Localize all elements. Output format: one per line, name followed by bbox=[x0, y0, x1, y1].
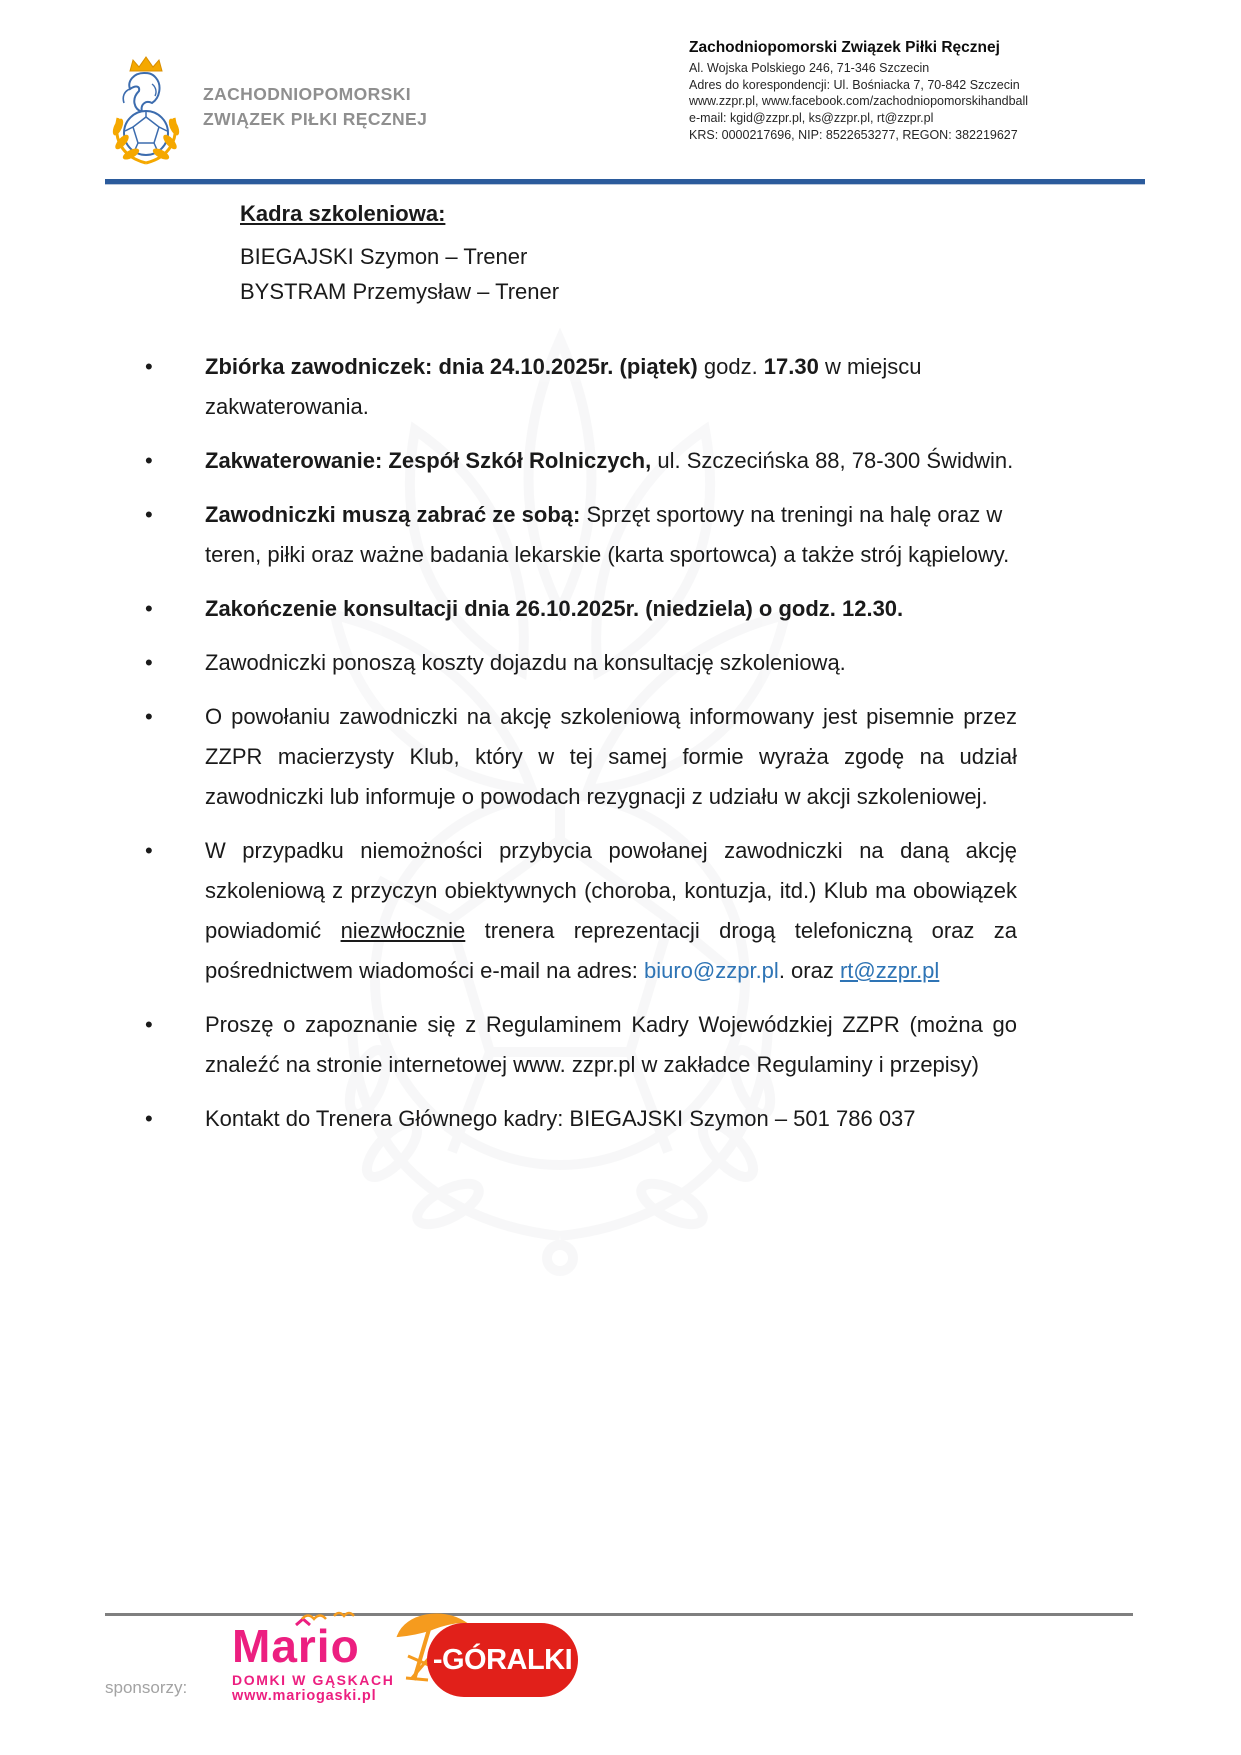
bullet-regular-text: godz. bbox=[697, 354, 764, 379]
org-web-line: www.zzpr.pl, www.facebook.com/zachodniopomorskihandball bbox=[689, 94, 1029, 109]
bullet-item-zbiorka bbox=[145, 347, 1017, 427]
org-contact-info bbox=[689, 40, 1147, 166]
info-bullet-list bbox=[145, 347, 1017, 1153]
bullet-marker: • bbox=[145, 838, 153, 863]
goralki-wordmark: -GÓRALKI bbox=[432, 1643, 573, 1676]
bullet-item-koszty bbox=[145, 643, 1017, 683]
bullet-text bbox=[205, 347, 1017, 427]
mario-tagline: DOMKI W GĄSKACH bbox=[232, 1672, 395, 1688]
bullet-item-powolanie bbox=[145, 697, 1017, 817]
bullet-regular-text: Sprzęt sportowy na treningi na halę oraz w teren, piłki oraz ważne badania lekarskie (karta sportowca) a także strój kąpielowy. bbox=[205, 502, 1010, 567]
bullet-bold-text: 17.30 bbox=[763, 354, 819, 379]
bullet-marker: • bbox=[145, 448, 153, 473]
email-link-rt[interactable]: rt@zzpr.pl bbox=[839, 958, 940, 983]
bullet-marker: • bbox=[145, 502, 153, 527]
bullet-marker: • bbox=[145, 354, 153, 379]
bullet-marker: • bbox=[145, 596, 153, 621]
bullet-item-sprzet bbox=[145, 495, 1017, 575]
zzpr-logo-icon bbox=[105, 54, 187, 166]
bullet-bold-text: Zakwaterowanie: Zespół Szkół Rolniczych, bbox=[205, 448, 652, 473]
bullet-item-zakonczenie bbox=[145, 589, 1017, 629]
bullet-regular-text: W przypadku niemożności przybycia powołanej zawodniczki na daną akcję szkoleniową z przyczyn obiektywnych (choroba, kontuzja, itd.) Klub ma obowiązek powiadomić bbox=[205, 838, 1017, 943]
bullet-marker: • bbox=[145, 1106, 153, 1131]
bullet-text bbox=[205, 831, 1017, 991]
bullet-regular-text: trenera reprezentacji drogą telefoniczną oraz za pośrednictwem wiadomości e-mail na adres: bbox=[205, 918, 1018, 983]
header-divider bbox=[105, 179, 1145, 185]
bullet-regular-text: Zawodniczki ponoszą koszty dojazdu na konsultację szkoleniową. bbox=[205, 650, 846, 675]
bullet-text bbox=[205, 643, 1017, 683]
kadra-section bbox=[240, 199, 559, 309]
bullet-bold-text: Zbiórka zawodniczek: dnia 24.10.2025r. (piątek) bbox=[205, 354, 698, 379]
bullet-bold-text: Zawodniczki muszą zabrać ze sobą: bbox=[205, 502, 581, 527]
bullet-regular-text: . oraz bbox=[778, 958, 840, 983]
bullet-item-regulamin bbox=[145, 1005, 1017, 1085]
bullet-underlined-text: niezwłocznie bbox=[340, 918, 466, 943]
bullet-regular-text: ul. Szczecińska 88, 78-300 Świdwin. bbox=[651, 448, 1014, 473]
coach-line: BIEGAJSKI Szymon – Trener bbox=[240, 244, 528, 269]
birds-icon bbox=[300, 1608, 356, 1622]
bullet-item-zakwaterowanie bbox=[145, 441, 1017, 481]
org-name: Zachodniopomorski Związek Piłki Ręcznej bbox=[689, 39, 1000, 56]
bullet-regular-text: Proszę o zapoznanie się z Regulaminem Kadry Wojewódzkiej ZZPR (można go znaleźć na stronie internetowej www. zzpr.pl w zakładce Regulaminy i przepisy) bbox=[205, 1012, 1017, 1077]
bullet-bold-text: Zakończenie konsultacji dnia 26.10.2025r. (niedziela) o godz. 12.30. bbox=[205, 596, 904, 621]
sponsors-label: sponsorzy: bbox=[105, 1678, 188, 1697]
bullet-marker: • bbox=[145, 650, 153, 675]
org-email-line: e-mail: kgid@zzpr.pl, ks@zzpr.pl, rt@zzpr.pl bbox=[689, 111, 934, 126]
goralki-sponsor-logo bbox=[427, 1623, 578, 1697]
header bbox=[105, 40, 1147, 166]
org-title-line2: ZWIĄZEK PIŁKI RĘCZNEJ bbox=[203, 109, 428, 129]
logo-block bbox=[105, 40, 427, 166]
bullet-item-kontakt bbox=[145, 1099, 1017, 1139]
bullet-item-niemoznosc bbox=[145, 831, 1017, 991]
bullet-regular-text: Kontakt do Trenera Głównego kadry: BIEGAJSKI Szymon – 501 786 037 bbox=[205, 1106, 916, 1131]
coach-line: BYSTRAM Przemysław – Trener bbox=[240, 279, 560, 304]
bullet-text bbox=[205, 1099, 1017, 1139]
bullet-text bbox=[205, 441, 1017, 481]
bullet-regular-text: O powołaniu zawodniczki na akcję szkoleniową informowany jest pisemnie przez ZZPR macierzysty Klub, który w tej samej formie wyraża zgodę na udział zawodniczki lub informuje o powodach rezygnacji z udziału w akcji szkoleniowej. bbox=[205, 704, 1017, 809]
bullet-marker: • bbox=[145, 1012, 153, 1037]
org-address-line2: Adres do korespondencji: Ul. Bośniacka 7, 70-842 Szczecin bbox=[689, 77, 1020, 92]
mario-website: www.mariogaski.pl bbox=[232, 1688, 377, 1704]
org-registry-line: KRS: 0000217696, NIP: 8522653277, REGON: 382219627 bbox=[689, 127, 1018, 142]
bullet-text bbox=[205, 697, 1017, 817]
email-link-biuro[interactable]: biuro@zzpr.pl bbox=[643, 958, 779, 983]
mario-wordmark: Mario bbox=[232, 1620, 360, 1672]
org-title-line1: ZACHODNIOPOMORSKI bbox=[203, 84, 412, 104]
bullet-regular-text: w miejscu zakwaterowania. bbox=[205, 354, 922, 419]
footer-divider bbox=[105, 1613, 1133, 1616]
org-address-line1: Al. Wojska Polskiego 246, 71-346 Szczecin bbox=[689, 60, 930, 75]
bullet-text bbox=[205, 495, 1017, 575]
bullet-text bbox=[205, 589, 1017, 629]
org-title bbox=[203, 82, 427, 166]
bullet-marker: • bbox=[145, 704, 153, 729]
bullet-text bbox=[205, 1005, 1017, 1085]
kadra-heading: Kadra szkoleniowa: bbox=[240, 201, 446, 226]
